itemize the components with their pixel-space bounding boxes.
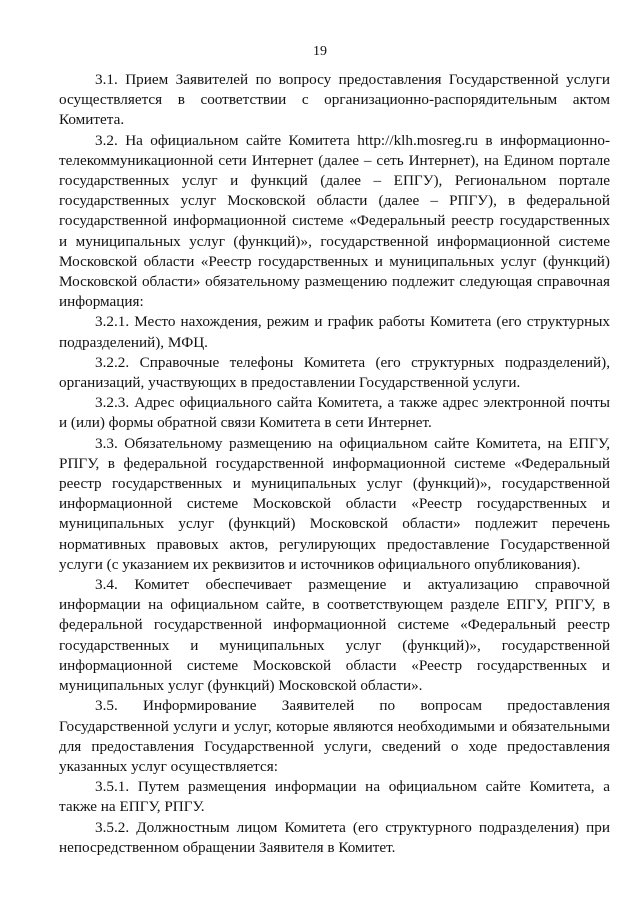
page-number: 19 xyxy=(313,44,327,59)
paragraph-3-5-1: 3.5.1. Путем размещения информации на официальном сайте Комитета, а также на ЕПГУ, РПГУ. xyxy=(59,778,610,816)
paragraph-3-5: 3.5. Информирование Заявителей по вопросам предоставления Государственной услуги и услуг, которые являются необходимыми и обязательными для предоставления Государственной услуги, сведений о ходе предоставления указанных услуг осуществляется: xyxy=(59,697,610,775)
paragraph-3-2-3: 3.2.3. Адрес официального сайта Комитета, а также адрес электронной почты и (или) формы обратной связи Комитета в сети Интернет. xyxy=(59,394,610,432)
paragraph-3-1: 3.1. Прием Заявителей по вопросу предоставления Государственной услуги осуществляется в соответствии с организационно-распорядительным актом Комитета. xyxy=(59,71,610,129)
document-body xyxy=(59,70,610,858)
paragraph-3-4: 3.4. Комитет обеспечивает размещение и актуализацию справочной информации на официальном сайте, в соответствующем разделе ЕПГУ, РПГУ, в федеральной государственной информационной системе «Федеральный реестр государственных и муниципальных услуг (функций)», государственной информационной системе Московской области «Реестр государственных и муниципальных услуг (функций) Московской области». xyxy=(59,576,610,695)
paragraph-3-2-1: 3.2.1. Место нахождения, режим и график работы Комитета (его структурных подразделений), МФЦ. xyxy=(59,313,610,351)
paragraph-3-3: 3.3. Обязательному размещению на официальном сайте Комитета, на ЕПГУ, РПГУ, в федеральной государственной информационной системе «Федеральный реестр государственных и муниципальных услуг (функций)», государственной информационной системе Московской области «Реестр государственных и муниципальных услуг (функций) Московской области» подлежит перечень нормативных правовых актов, регулирующих предоставление Государственной услуги (с указанием их реквизитов и источников официального опубликования). xyxy=(59,434,610,573)
paragraph-3-2: 3.2. На официальном сайте Комитета http://klh.mosreg.ru в информационно-телекоммуникационной сети Интернет (далее – сеть Интернет), на Едином портале государственных услуг и функций (далее – ЕПГУ), Региональном портале государственных услуг Московской области (далее – РПГУ), в федеральной государственной информационной системе «Федеральный реестр государственных и муниципальных услуг (функций)», государственной информационной системе Московской области «Реестр государственных и муниципальных услуг (функций) Московской области» обязательному размещению подлежит следующая справочная информация: xyxy=(59,131,610,311)
paragraph-3-5-2: 3.5.2. Должностным лицом Комитета (его структурного подразделения) при непосредственном обращении Заявителя в Комитет. xyxy=(59,818,610,856)
paragraph-3-2-2: 3.2.2. Справочные телефоны Комитета (его структурных подразделений), организаций, участвующих в предоставлении Государственной услуги. xyxy=(59,353,610,392)
